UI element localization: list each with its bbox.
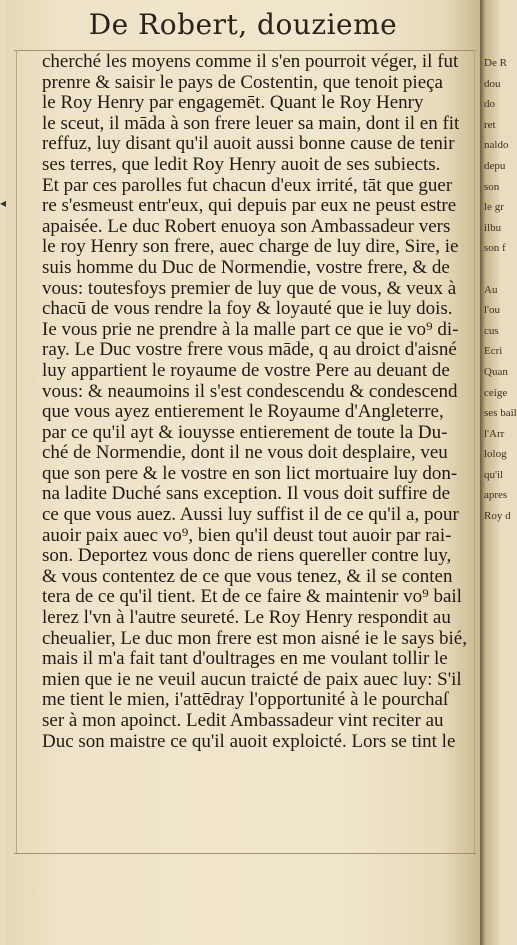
body-text (42, 52, 482, 752)
text-line: vous: & neaumoins il s'est condescendu & condescend (42, 380, 458, 402)
adjacent-margin-note (482, 274, 517, 284)
adjacent-margin-note: ceige (484, 386, 508, 399)
text-line: Et par ces parolles fut chacun d'eux irrité, tāt que guer (42, 174, 453, 196)
adjacent-margin-note: l'ou (484, 304, 501, 317)
adjacent-margin-note: lolog (484, 448, 507, 461)
text-line: ses terres, que ledit Roy Henry auoit de ses subiects. (42, 153, 441, 175)
text-line: tera de ce qu'il tient. Et de ce faire & maintenir vo⁹ bail (42, 586, 462, 608)
left-margin-rule (16, 50, 17, 853)
text-line: re s'esmeust entr'eux, qui depuis par eux ne peust estre (42, 195, 457, 217)
text-line: prenre & saisir le pays de Costentin, que tenoit pieça (42, 71, 443, 93)
bottom-rule (14, 853, 476, 854)
text-line: ce que vous auez. Aussi luy suffist il de ce qu'il a, pour (42, 504, 459, 526)
adjacent-margin-note: Au (484, 283, 498, 296)
text-line: cheualier, Le duc mon frere est mon aisné ie le says bié, (42, 627, 467, 649)
text-line: le Roy Henry par engagemēt. Quant le Roy Henry (42, 92, 424, 114)
adjacent-margin-note: l'Arr (484, 427, 505, 440)
adjacent-margin-note: apres (484, 489, 508, 502)
adjacent-margin-notes (480, 57, 517, 523)
adjacent-margin-note: Ecri (484, 345, 503, 358)
text-line: que vous ayez entierement le Royaume d'Angleterre, (42, 401, 444, 423)
adjacent-margin-note: Quan (484, 365, 508, 378)
adjacent-margin-note: Roy d (484, 510, 511, 523)
adjacent-margin-note: ilbu (484, 221, 502, 234)
adjacent-margin-note: son (484, 180, 500, 193)
adjacent-margin-note: qu'il (484, 468, 504, 481)
adjacent-margin-note: ret (484, 118, 496, 131)
text-line: mien que ie ne veuil aucun traicté de paix auec luy: S'il (42, 668, 462, 690)
text-line: le roy Henry son frere, auec charge de luy dire, Sire, ie (42, 236, 459, 258)
text-line: Duc son maistre ce qu'il auoit exploicté. Lors se tint le (42, 730, 456, 752)
margin-mark-icon: ◂ (0, 196, 7, 210)
text-line: lerez l'vn à l'autre seureté. Le Roy Henry respondit au (42, 607, 451, 629)
text-line: mais il m'a fait tant d'oultrages en me voulant tollir le (42, 648, 448, 670)
adjacent-margin-note: son f (484, 242, 506, 255)
text-line: reffuz, luy disant qu'il auoit aussi bonne cause de tenir (42, 133, 455, 155)
adjacent-margin-note: depu (484, 159, 506, 172)
text-line: chacū de vous rendre la foy & loyauté que ie luy dois. (42, 298, 453, 320)
text-line: son. Deportez vous donc de riens quereller contre luy, (42, 545, 452, 567)
adjacent-page-edge (480, 0, 517, 945)
text-line: ché de Normendie, dont il ne vous doit desplaire, veu (42, 442, 448, 464)
book-page (6, 0, 480, 945)
adjacent-margin-note (482, 377, 517, 387)
adjacent-margin-note: naldo (484, 139, 509, 152)
text-line: apaisée. Le duc Robert enuoya son Ambassadeur vers (42, 215, 451, 237)
text-line: ser à mon apoinct. Ledit Ambassadeur vint reciter au (42, 710, 444, 731)
text-line: le sceut, il māda à son frere leuer sa main, dont il en fit (42, 112, 460, 134)
adjacent-margin-note (482, 264, 517, 274)
text-line: par ce qu'il ayt & iouysse entierement de toute la Du- (42, 421, 448, 443)
adjacent-margin-note (482, 254, 517, 264)
adjacent-margin-note: do (484, 98, 495, 111)
adjacent-margin-note: le gr (484, 201, 504, 214)
text-line: que son pere & le vostre en son lict mortuaire luy don- (42, 462, 458, 484)
text-line: cherché les moyens comme il s'en pourroit véger, il fut (42, 51, 459, 72)
adjacent-margin-note: De R (484, 57, 507, 69)
text-line: me tient le mien, i'attēdray l'opportunité à le pourchaſ (42, 689, 449, 711)
text-line: Ie vous prie ne prendre à la malle part ce que ie vo⁹ di- (42, 318, 459, 340)
text-line: vous: toutesfoys premier de luy que de vous, & veux à (42, 277, 457, 299)
text-line: suis homme du Duc de Normendie, vostre frere, & de (42, 256, 450, 278)
text-line: & vous contentez de ce que vous tenez, & il se conten (42, 565, 453, 587)
adjacent-margin-note: cus (484, 324, 499, 337)
adjacent-margin-note: dou (484, 77, 501, 90)
adjacent-margin-note: ses bail (484, 407, 517, 420)
running-header: De Robert, douzieme (88, 8, 398, 41)
text-line: auoir paix auec vo⁹, bien qu'il deust tout auoir par rai- (42, 524, 452, 546)
text-line: ray. Le Duc vostre frere vous māde, q au droict d'aisné (42, 339, 457, 361)
text-line: na ladite Duché sans exception. Il vous doit suffire de (42, 483, 451, 505)
text-line: luy appartient le royaume de vostre Pere au deuant de (42, 359, 450, 381)
